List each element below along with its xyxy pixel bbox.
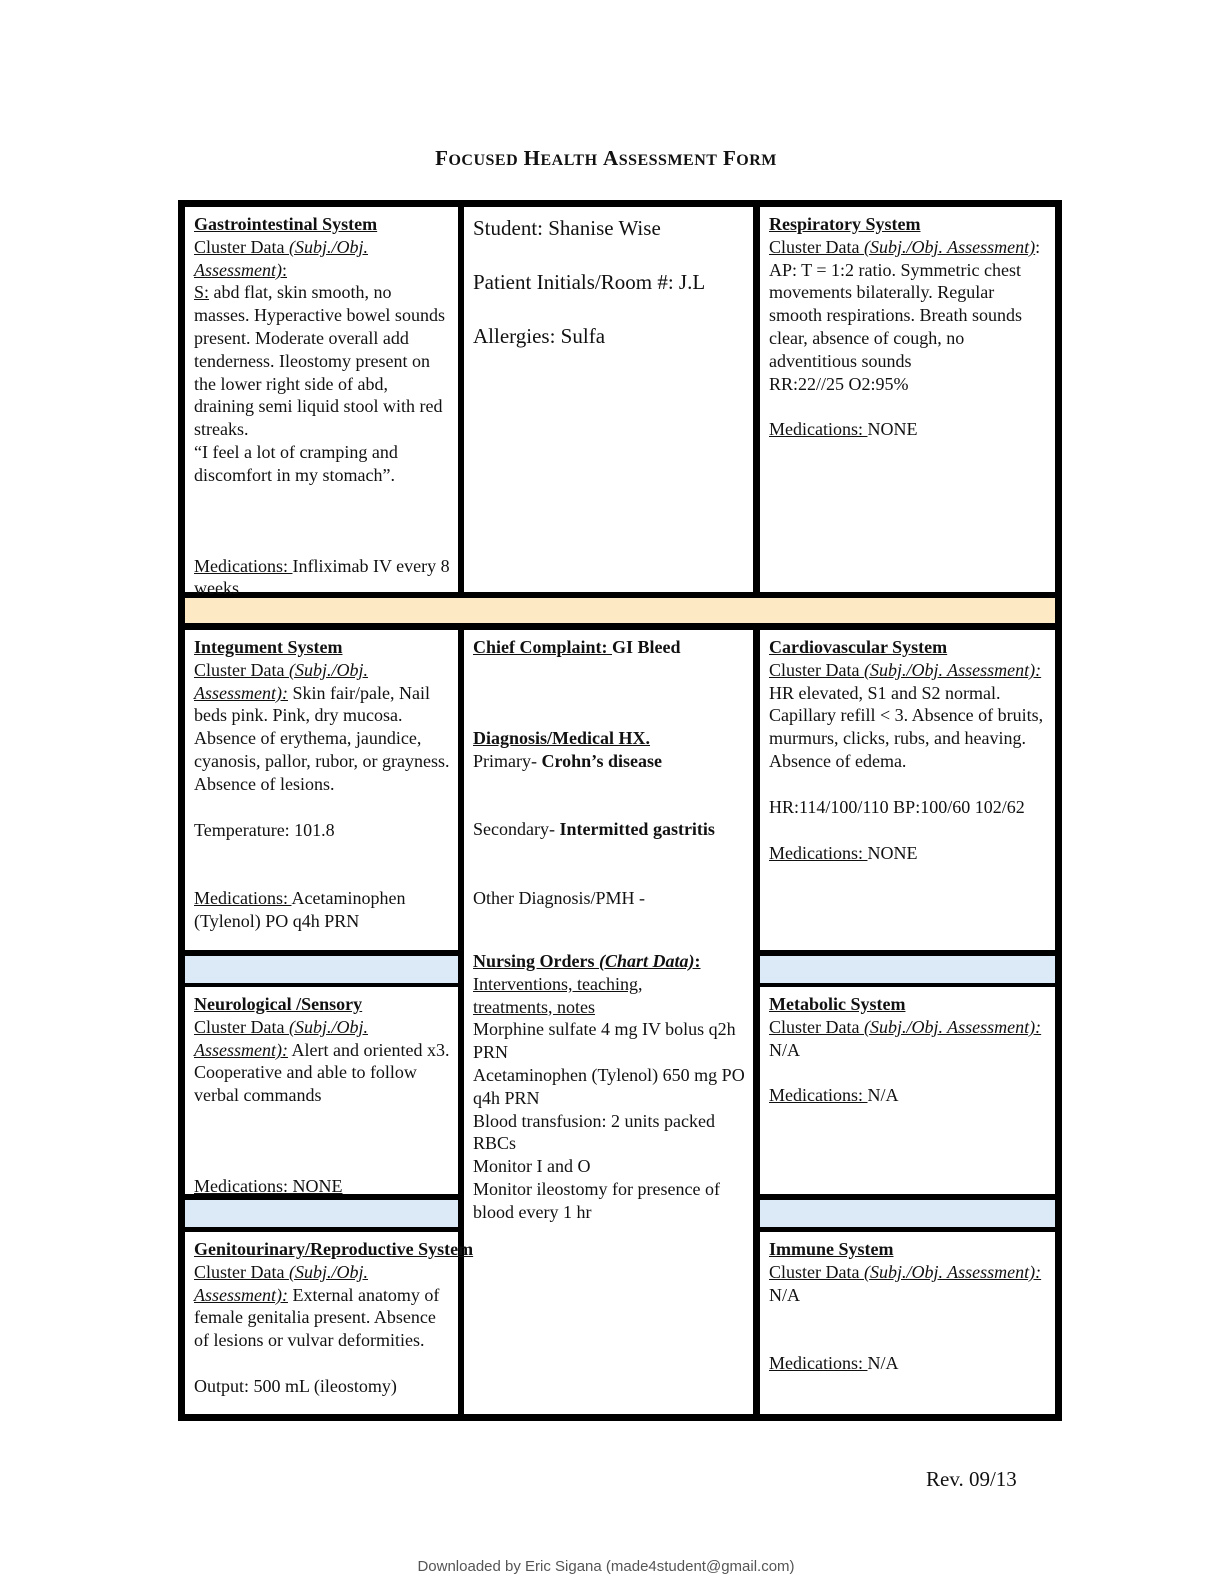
cardio-cell <box>760 630 1055 950</box>
resp-heading: Respiratory System <box>769 214 921 234</box>
gi-cluster <box>194 236 451 282</box>
gi-text: abd flat, skin smooth, no masses. Hyperactive bowel sounds present. Moderate overall add tenderness. Ileostomy present on the lower right side of abd, draining semi liquid stool with red streaks. <box>194 282 445 440</box>
gi-quote: “I feel a lot of cramping and discomfort in my stomach”. <box>194 441 398 485</box>
gu-output: Output: 500 mL (ileostomy) <box>194 1375 397 1396</box>
resp-vitals: RR:22//25 O2:95% <box>769 373 909 394</box>
neuro-cluster <box>194 1016 451 1107</box>
integ-text: Skin fair/pale, Nail beds pink. Pink, dry mucosa. Absence of erythema, jaundice, cyanosis, pallor, rubor, or grayness. Absence of lesions. <box>194 682 450 794</box>
resp-cluster-italic: (Subj./Obj. Assessment) <box>863 236 1036 257</box>
cardio-medications <box>769 842 1048 865</box>
immune-medications <box>769 1352 1048 1375</box>
immune-text: N/A <box>769 1284 800 1305</box>
metab-med-value: N/A <box>867 1085 899 1106</box>
immune-cluster-label: Cluster Data <box>769 1261 864 1282</box>
cardio-med-value: NONE <box>867 842 918 863</box>
integ-heading: Integument System <box>194 637 343 657</box>
resp-text: : AP: T = 1:2 ratio. Symmetric chest movements bilaterally. Regular smooth respirations. Breath sounds clear, absence of cough, no adventitious sounds <box>769 236 1041 371</box>
secondary-diagnosis <box>473 818 746 841</box>
gi-cell <box>185 207 458 599</box>
form-title <box>0 146 1212 171</box>
resp-med-label: Medications: <box>769 419 868 440</box>
immune-cluster-italic: (Subj./Obj. Assessment): <box>863 1261 1042 1282</box>
resp-medications <box>769 418 1048 441</box>
integ-med-value: Acetaminophen (Tylenol) PO q4h PRN <box>194 888 406 932</box>
gi-med-value: Infliximab IV every 8 weeks <box>194 555 450 599</box>
gu-cluster-label: Cluster Data <box>194 1261 289 1282</box>
cardio-cluster <box>769 659 1048 773</box>
revision-label: Rev. 09/13 <box>926 1467 1017 1491</box>
resp-med-value: NONE <box>867 419 918 440</box>
allergies: Allergies: Sulfa <box>473 324 606 348</box>
chief-complaint <box>473 636 746 659</box>
cardio-cluster-italic: (Subj./Obj. Assessment): <box>863 659 1042 680</box>
neuro-cluster-italic: (Subj./Obj. Assessment): <box>194 1016 368 1060</box>
gi-med-label: Medications: <box>194 555 293 576</box>
cardio-med-label: Medications: <box>769 842 868 863</box>
resp-cluster <box>769 236 1048 373</box>
download-footer: Downloaded by Eric Sigana (made4student@gmail.com) <box>417 1558 795 1575</box>
gu-heading: Genitourinary/Reproductive System <box>194 1239 474 1259</box>
gi-cluster-label: Cluster Data <box>194 236 289 257</box>
cardio-text: HR elevated, S1 and S2 normal. Capillary refill < 3. Absence of bruits, murmurs, clicks, rubs, and heaving. Absence of edema. <box>769 682 1044 771</box>
cardio-vitals: HR:114/100/110 BP:100/60 102/62 <box>769 796 1025 817</box>
integ-cluster-italic: (Subj./Obj. Assessment): <box>194 659 368 703</box>
metab-text: N/A <box>769 1039 800 1060</box>
metab-cluster <box>769 1016 1048 1039</box>
gi-heading: Gastrointestinal System <box>194 214 378 234</box>
integ-temperature: Temperature: 101.8 <box>194 819 335 840</box>
gu-cluster-italic: (Subj./Obj. Assessment): <box>194 1261 368 1305</box>
patient-initials: Patient Initials/Room #: J.L <box>473 270 706 294</box>
section-divider-band <box>185 598 1055 623</box>
assessment-table <box>178 200 1062 1421</box>
nursing-order-1: Acetaminophen (Tylenol) 650 mg PO q4h PRN <box>473 1064 745 1108</box>
neuro-heading: Neurological /Sensory <box>194 994 363 1014</box>
gi-s-label: S: <box>194 282 210 303</box>
chief-complaint-label: Chief Complaint: <box>473 637 612 657</box>
right-blue-band-1 <box>760 956 1055 983</box>
student-cell <box>464 207 753 592</box>
immune-cluster <box>769 1261 1048 1284</box>
left-blue-band-1 <box>185 956 458 983</box>
integ-cluster <box>194 659 451 796</box>
primary-diagnosis <box>473 750 746 773</box>
resp-cluster-label: Cluster Data <box>769 236 864 257</box>
metab-heading: Metabolic System <box>769 994 906 1014</box>
gi-medications <box>194 555 451 601</box>
nursing-order-4: Monitor ileostomy for presence of blood every 1 hr <box>473 1178 720 1222</box>
primary-label: Primary- <box>473 750 542 771</box>
metab-med-label: Medications: <box>769 1085 868 1106</box>
nursing-order-2: Blood transfusion: 2 units packed RBCs <box>473 1110 715 1154</box>
neuro-text: Alert and oriented x3. Cooperative and able to follow verbal commands <box>194 1039 450 1106</box>
secondary-value: Intermitted gastritis <box>559 819 715 840</box>
gi-cluster-italic: (Subj./Obj. Assessment) <box>194 236 368 280</box>
metab-medications <box>769 1084 1048 1107</box>
chief-complaint-value: GI Bleed <box>612 637 681 657</box>
neuro-cell <box>185 987 458 1194</box>
integ-medications <box>194 887 451 933</box>
integ-med-label: Medications: <box>194 888 292 909</box>
left-blue-band-2 <box>185 1200 458 1227</box>
primary-value: Crohn’s disease <box>541 750 662 771</box>
diagnosis-heading: Diagnosis/Medical HX. <box>473 727 651 748</box>
other-diagnosis: Other Diagnosis/PMH - <box>473 888 645 909</box>
integ-cluster-label: Cluster Data <box>194 659 289 680</box>
immune-med-label: Medications: <box>769 1353 868 1374</box>
immune-med-value: N/A <box>867 1353 899 1374</box>
metab-cluster-italic: (Subj./Obj. Assessment): <box>863 1016 1042 1037</box>
cardio-cluster-label: Cluster Data <box>769 659 864 680</box>
gi-cluster-colon: : <box>282 259 288 280</box>
cardio-heading: Cardiovascular System <box>769 637 948 657</box>
nursing-order-3: Monitor I and O <box>473 1156 591 1177</box>
nursing-orders-heading <box>473 950 746 973</box>
metab-cluster-label: Cluster Data <box>769 1016 864 1037</box>
neuro-medications: Medications: NONE <box>194 1175 343 1196</box>
resp-cell <box>760 207 1055 592</box>
nursing-heading-italic: (Chart Data) <box>599 950 695 971</box>
immune-cell <box>760 1232 1055 1414</box>
gi-subjective <box>194 281 451 441</box>
gu-text: External anatomy of female genitalia present. Absence of lesions or vulvar deformities. <box>194 1284 440 1351</box>
chief-cell <box>464 630 753 1414</box>
secondary-label: Secondary- <box>473 819 560 840</box>
nursing-heading: Nursing Orders <box>473 950 599 971</box>
integ-cell <box>185 630 458 950</box>
metab-cell <box>760 987 1055 1194</box>
nursing-order-0: Morphine sulfate 4 mg IV bolus q2h PRN <box>473 1019 736 1063</box>
neuro-cluster-label: Cluster Data <box>194 1016 289 1037</box>
gu-cluster <box>194 1261 451 1352</box>
nursing-heading-colon: : <box>694 950 701 971</box>
right-blue-band-2 <box>760 1200 1055 1227</box>
form-title-text: FOCUSED HEALTH ASSESSMENT FORM <box>435 146 777 170</box>
nursing-sub: Interventions, teaching, treatments, notes <box>473 973 643 1017</box>
immune-heading: Immune System <box>769 1239 894 1259</box>
student-name: Student: Shanise Wise <box>473 216 661 240</box>
